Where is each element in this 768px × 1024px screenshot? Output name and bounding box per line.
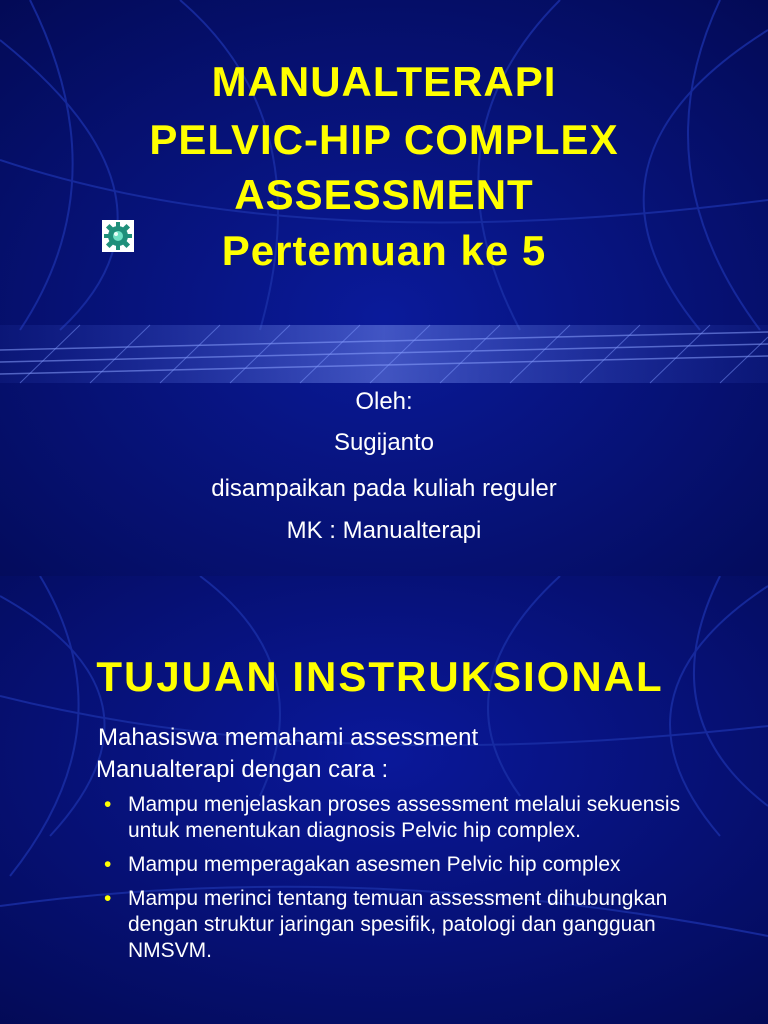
subtitle-line-4: MK : Manualterapi — [286, 517, 482, 544]
list-item-text: Mampu memperagakan asesmen Pelvic hip complex — [128, 853, 621, 876]
subtitle-line-2: Sugijanto — [333, 429, 435, 456]
title-line-1: MANUALTERAPI — [211, 58, 557, 105]
objectives-list — [104, 792, 724, 972]
bullet-icon: • — [104, 793, 112, 816]
intro-line-1: Mahasiswa memahami assessment — [98, 724, 479, 751]
subtitle-line-1: Oleh: — [355, 388, 413, 415]
subtitle-line-3: disampaikan pada kuliah reguler — [211, 475, 557, 502]
list-item — [104, 792, 724, 844]
title-line-2: PELVIC-HIP COMPLEX — [149, 116, 619, 163]
list-item — [104, 852, 724, 878]
bullet-icon: • — [104, 853, 112, 876]
list-item-text: Mampu menjelaskan proses assessment melalui sekuensis untuk menentukan diagnosis Pelvic hip complex. — [128, 793, 681, 842]
list-item — [104, 886, 724, 964]
intro-line-2: Manualterapi dengan cara : — [96, 756, 389, 783]
title-line-4: Pertemuan ke 5 — [221, 227, 547, 274]
title-line-3: ASSESSMENT — [234, 171, 534, 218]
bullet-icon: • — [104, 887, 112, 910]
list-item-text: Mampu merinci tentang temuan assessment dihubungkan dengan struktur jaringan spesifik, patologi dan gangguan NMSVM. — [128, 887, 668, 962]
objectives-intro — [96, 722, 736, 786]
objectives-heading: TUJUAN INSTRUKSIONAL — [96, 653, 664, 700]
